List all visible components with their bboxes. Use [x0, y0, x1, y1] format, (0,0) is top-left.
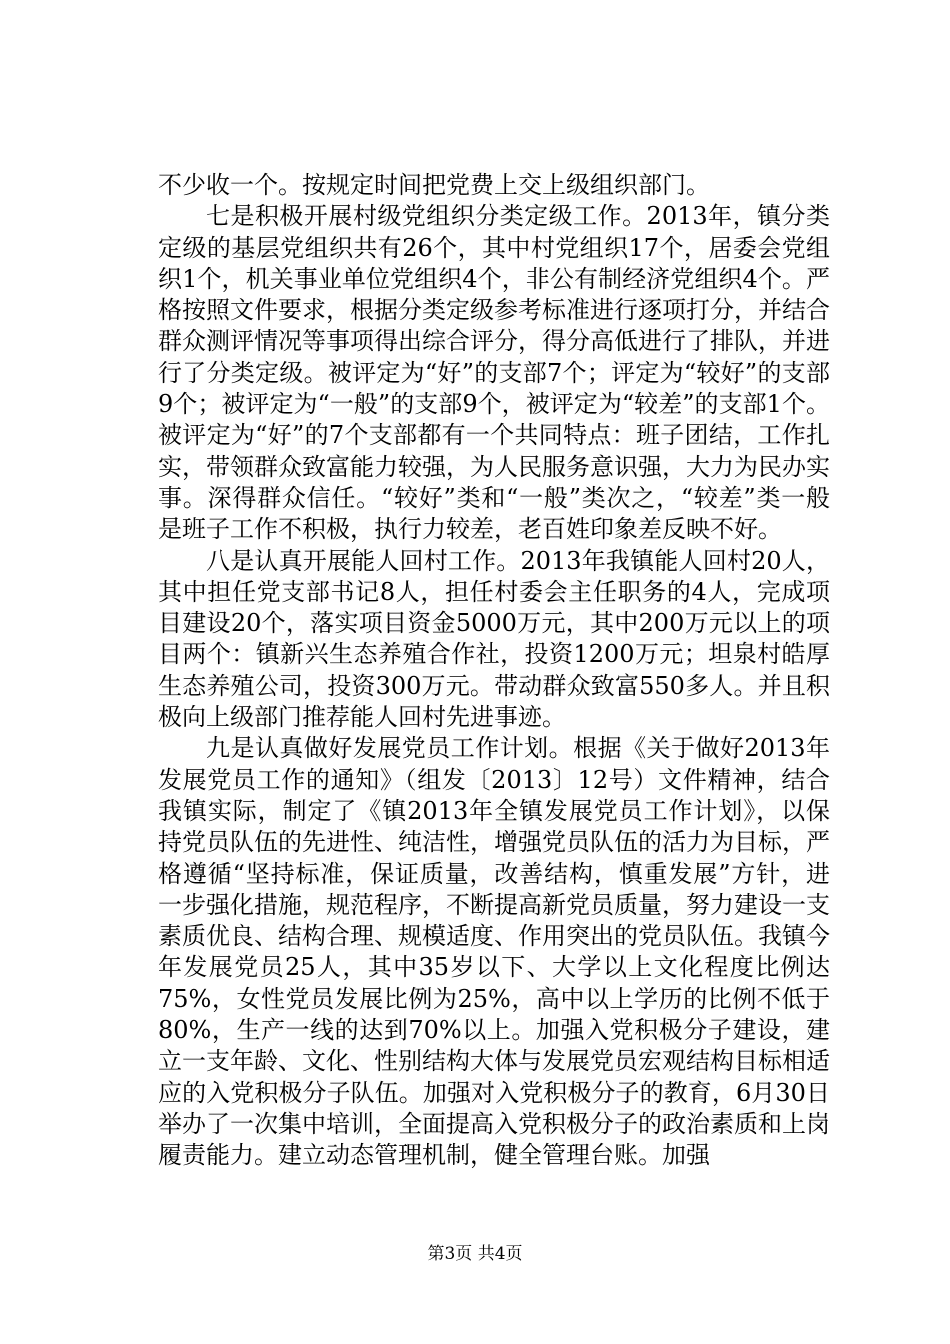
paragraph-item-7: 七是积极开展村级党组织分类定级工作。2013年，镇分类定级的基层党组织共有26个，其中村党组织17个，居委会党组织1个，机关事业单位党组织4个，非公有制经济党组织4个。严格按照文件要求，根据分类定级参考标准进行逐项打分，并结合群众测评情况等事项得出综合评分，得分高低进行了排队，并进行了分类定级。被评定为“好”的支部7个；评定为“较好”的支部9个；被评定为“一般”的支部9个，被评定为“较差”的支部1个。被评定为“好”的7个支部都有一个共同特点：班子团结，工作扎实，带领群众致富能力较强，为人民服务意识强，大力为民办实事。深得群众信任。“较好”类和“一般”类次之，“较差”类一般是班子工作不积极，执行力较差，老百姓印象差反映不好。: [158, 202, 830, 544]
paragraph-item-8: 八是认真开展能人回村工作。2013年我镇能人回村20人，其中担任党支部书记8人，担任村委会主任职务的4人，完成项目建设20个，落实项目资金5000万元，其中200万元以上的项目两个：镇新兴生态养殖合作社，投资1200万元；坦泉村皓厚生态养殖公司，投资300万元。带动群众致富550多人。并且积极向上级部门推荐能人回村先进事迹。: [158, 546, 830, 732]
paragraph-continuation: 不少收一个。按规定时间把党费上交上级组织部门。: [158, 171, 710, 199]
page-number-footer: 第3页 共4页: [427, 1244, 523, 1264]
document-body: [158, 170, 830, 1172]
paragraph-item-9: 九是认真做好发展党员工作计划。根据《关于做好2013年发展党员工作的通知》（组发〔2013〕12号）文件精神，结合我镇实际，制定了《镇2013年全镇发展党员工作计划》，以保持党员队伍的先进性、纯洁性，增强党员队伍的活力为目标，严格遵循“坚持标准，保证质量，改善结构，慎重发展”方针，进一步强化措施，规范程序，不断提高新党员质量，努力建设一支素质优良、结构合理、规模适度、作用突出的党员队伍。我镇今年发展党员25人，其中35岁以下、大学以上文化程度比例达75%，女性党员发展比例为25%，高中以上学历的比例不低于80%，生产一线的达到70%以上。加强入党积极分子建设，建立一支年龄、文化、性别结构大体与发展党员宏观结构目标相适应的入党积极分子队伍。加强对入党积极分子的教育，6月30日举办了一次集中培训，全面提高入党积极分子的政治素质和上岗履责能力。建立动态管理机制，健全管理台账。加强: [158, 734, 830, 1170]
